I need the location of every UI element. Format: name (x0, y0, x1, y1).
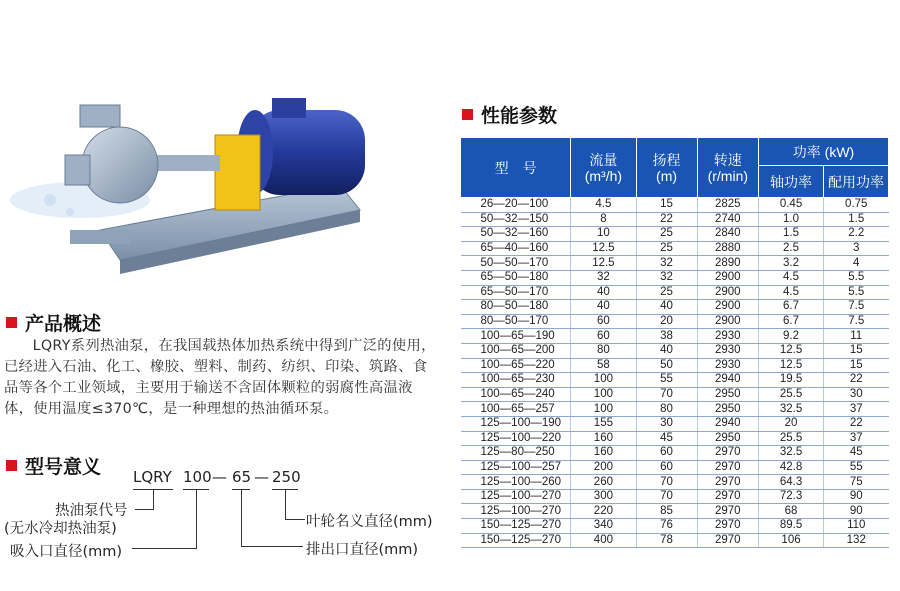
pump-illustration (10, 80, 390, 300)
cell-head: 30 (636, 416, 697, 431)
cell-model: 100—65—240 (461, 387, 571, 402)
cell-motor-power: 11 (824, 329, 889, 344)
cell-model: 100—65—220 (461, 358, 571, 373)
cell-head: 32 (636, 256, 697, 271)
cell-flow: 100 (571, 402, 636, 417)
cell-model: 125—80—250 (461, 446, 571, 461)
header-head (636, 138, 697, 198)
cell-model: 125—100—260 (461, 475, 571, 490)
label-impeller-diameter: 叶轮名义直径(mm) (306, 514, 433, 530)
cell-shaft-power: 68 (759, 504, 824, 519)
header-shaft-power (759, 166, 824, 198)
cell-motor-power: 55 (824, 460, 889, 475)
performance-table (460, 137, 889, 548)
table-row (461, 227, 889, 242)
table-row (461, 387, 889, 402)
cell-head: 45 (636, 431, 697, 446)
cell-model: 125—100—220 (461, 431, 571, 446)
cell-speed: 2890 (697, 256, 758, 271)
cell-flow: 40 (571, 300, 636, 315)
cell-motor-power: 4 (824, 256, 889, 271)
cell-flow: 60 (571, 314, 636, 329)
cell-shaft-power: 12.5 (759, 358, 824, 373)
cell-speed: 2900 (697, 314, 758, 329)
cell-model: 125—100—270 (461, 504, 571, 519)
cell-head: 25 (636, 285, 697, 300)
cell-motor-power: 45 (824, 446, 889, 461)
cell-shaft-power: 12.5 (759, 343, 824, 358)
table-row (461, 431, 889, 446)
cell-speed: 2930 (697, 343, 758, 358)
cell-shaft-power: 42.8 (759, 460, 824, 475)
cell-flow: 400 (571, 533, 636, 548)
cell-speed: 2825 (697, 198, 758, 213)
cell-model: 125—100—190 (461, 416, 571, 431)
header-speed-unit: (r/min) (707, 167, 749, 184)
header-motor-power (824, 166, 889, 198)
cell-shaft-power: 72.3 (759, 489, 824, 504)
cell-motor-power: 22 (824, 416, 889, 431)
table-row (461, 460, 889, 475)
cell-flow: 32 (571, 270, 636, 285)
table-row (461, 285, 889, 300)
header-flow (571, 138, 636, 198)
cell-model: 150—125—270 (461, 533, 571, 548)
cell-head: 70 (636, 489, 697, 504)
label-pump-code-note: (无水冷却热油泵) (4, 521, 117, 537)
cell-flow: 220 (571, 504, 636, 519)
cell-head: 70 (636, 387, 697, 402)
cell-motor-power: 0.75 (824, 198, 889, 213)
cell-flow: 4.5 (571, 198, 636, 213)
header-flow-unit: (m³/h) (584, 167, 623, 184)
cell-model: 50—32—150 (461, 212, 571, 227)
cell-model: 80—50—180 (461, 300, 571, 315)
table-row (461, 343, 889, 358)
overview-text: LQRY系列热油泵，在我国载热体加热系统中得到广泛的使用，已经进入石油、化工、橡胶、塑料、制药、纺织、印染、筑路、食品等各个工业领域，主要用于输送不含固体颗粒的弱腐性高温液体，使用温度≤370℃，是一种理想的热油循环泵。 (4, 338, 436, 417)
cell-flow: 260 (571, 475, 636, 490)
model-heading (6, 452, 101, 479)
cell-speed: 2880 (697, 241, 758, 256)
cell-flow: 100 (571, 373, 636, 388)
table-row (461, 373, 889, 388)
cell-motor-power: 30 (824, 387, 889, 402)
header-shaft-power-label: 轴功率 (770, 173, 813, 190)
cell-head: 70 (636, 475, 697, 490)
cell-head: 85 (636, 504, 697, 519)
header-speed-label: 转速 (713, 151, 742, 168)
performance-table-body (461, 198, 889, 548)
cell-speed: 2900 (697, 285, 758, 300)
cell-motor-power: 110 (824, 519, 889, 534)
red-square-icon (6, 460, 17, 471)
cell-head: 20 (636, 314, 697, 329)
cell-flow: 100 (571, 387, 636, 402)
label-inlet-diameter: 吸入口直径(mm) (10, 544, 123, 560)
cell-shaft-power: 19.5 (759, 373, 824, 388)
cell-head: 25 (636, 241, 697, 256)
cell-model: 100—65—200 (461, 343, 571, 358)
cell-model: 65—50—180 (461, 270, 571, 285)
cell-shaft-power: 9.2 (759, 329, 824, 344)
cell-head: 22 (636, 212, 697, 227)
header-flow-label: 流量 (589, 151, 618, 168)
cell-motor-power: 90 (824, 489, 889, 504)
cell-motor-power: 2.2 (824, 227, 889, 242)
connector-inlet-h (132, 548, 197, 549)
cell-shaft-power: 6.7 (759, 300, 824, 315)
cell-shaft-power: 32.5 (759, 402, 824, 417)
cell-motor-power: 22 (824, 373, 889, 388)
cell-model: 150—125—270 (461, 519, 571, 534)
overview-title: 产品概述 (25, 313, 102, 335)
model-code-outlet: 65 (232, 468, 252, 486)
cell-head: 32 (636, 270, 697, 285)
cell-motor-power: 3 (824, 241, 889, 256)
cell-head: 60 (636, 446, 697, 461)
cell-flow: 300 (571, 489, 636, 504)
cell-model: 26—20—100 (461, 198, 571, 213)
cell-model: 50—32—160 (461, 227, 571, 242)
header-motor-power-label: 配用功率 (828, 173, 884, 190)
overview-heading (6, 309, 101, 336)
cell-head: 25 (636, 227, 697, 242)
performance-title: 性能参数 (481, 105, 558, 127)
cell-motor-power: 37 (824, 431, 889, 446)
header-head-label: 扬程 (652, 151, 681, 168)
cell-shaft-power: 25.5 (759, 387, 824, 402)
cell-flow: 200 (571, 460, 636, 475)
cell-speed: 2970 (697, 460, 758, 475)
cell-speed: 2970 (697, 446, 758, 461)
connector-outlet (241, 489, 242, 546)
cell-shaft-power: 3.2 (759, 256, 824, 271)
connector-impeller-h (285, 519, 305, 520)
cell-head: 76 (636, 519, 697, 534)
table-row (461, 270, 889, 285)
model-code-series: LQRY (133, 468, 172, 486)
connector-series (153, 489, 154, 510)
connector-outlet-h (241, 546, 303, 547)
table-row (461, 314, 889, 329)
table-row (461, 358, 889, 373)
cell-shaft-power: 25.5 (759, 431, 824, 446)
connector-series-h (135, 509, 154, 510)
header-power: 功率 (kW) (759, 138, 889, 166)
label-pump-code: 热油泵代号 (55, 503, 128, 519)
cell-speed: 2900 (697, 270, 758, 285)
cell-motor-power: 5.5 (824, 270, 889, 285)
cell-motor-power: 37 (824, 402, 889, 417)
table-row (461, 212, 889, 227)
cell-speed: 2970 (697, 533, 758, 548)
cell-speed: 2740 (697, 212, 758, 227)
table-row (461, 489, 889, 504)
cell-shaft-power: 20 (759, 416, 824, 431)
cell-head: 38 (636, 329, 697, 344)
cell-speed: 2840 (697, 227, 758, 242)
cell-flow: 340 (571, 519, 636, 534)
table-row (461, 446, 889, 461)
table-row (461, 519, 889, 534)
cell-head: 40 (636, 300, 697, 315)
cell-model: 65—40—160 (461, 241, 571, 256)
cell-speed: 2970 (697, 504, 758, 519)
cell-motor-power: 90 (824, 504, 889, 519)
cell-shaft-power: 6.7 (759, 314, 824, 329)
table-row (461, 475, 889, 490)
cell-motor-power: 15 (824, 343, 889, 358)
table-row (461, 402, 889, 417)
model-code-dash-2: — (254, 468, 269, 486)
red-square-icon (6, 317, 17, 328)
cell-head: 78 (636, 533, 697, 548)
cell-motor-power: 1.5 (824, 212, 889, 227)
connector-inlet (196, 489, 197, 548)
cell-motor-power: 5.5 (824, 285, 889, 300)
cell-flow: 40 (571, 285, 636, 300)
cell-head: 50 (636, 358, 697, 373)
cell-head: 40 (636, 343, 697, 358)
cell-flow: 60 (571, 329, 636, 344)
cell-shaft-power: 89.5 (759, 519, 824, 534)
connector-impeller (285, 489, 286, 519)
cell-model: 125—100—257 (461, 460, 571, 475)
cell-flow: 80 (571, 343, 636, 358)
cell-model: 100—65—257 (461, 402, 571, 417)
performance-heading (462, 101, 557, 128)
cell-speed: 2900 (697, 300, 758, 315)
red-square-icon (462, 109, 473, 120)
cell-model: 65—50—170 (461, 285, 571, 300)
model-code-impeller: 250 (272, 468, 301, 486)
cell-speed: 2930 (697, 358, 758, 373)
table-row (461, 416, 889, 431)
cell-shaft-power: 32.5 (759, 446, 824, 461)
cell-head: 15 (636, 198, 697, 213)
cell-speed: 2970 (697, 519, 758, 534)
table-row (461, 241, 889, 256)
cell-shaft-power: 1.0 (759, 212, 824, 227)
cell-speed: 2970 (697, 475, 758, 490)
cell-head: 80 (636, 402, 697, 417)
cell-model: 100—65—230 (461, 373, 571, 388)
cell-model: 100—65—190 (461, 329, 571, 344)
cell-model: 125—100—270 (461, 489, 571, 504)
cell-flow: 160 (571, 431, 636, 446)
cell-speed: 2950 (697, 387, 758, 402)
table-row (461, 504, 889, 519)
cell-shaft-power: 64.3 (759, 475, 824, 490)
table-row (461, 329, 889, 344)
cell-flow: 155 (571, 416, 636, 431)
cell-shaft-power: 1.5 (759, 227, 824, 242)
header-head-unit: (m) (656, 167, 678, 184)
model-code-dash-1: — (212, 468, 227, 486)
cell-flow: 10 (571, 227, 636, 242)
cell-motor-power: 132 (824, 533, 889, 548)
cell-motor-power: 75 (824, 475, 889, 490)
cell-head: 60 (636, 460, 697, 475)
cell-motor-power: 7.5 (824, 314, 889, 329)
cell-shaft-power: 4.5 (759, 270, 824, 285)
cell-shaft-power: 0.45 (759, 198, 824, 213)
cell-motor-power: 7.5 (824, 300, 889, 315)
cell-flow: 8 (571, 212, 636, 227)
cell-flow: 12.5 (571, 241, 636, 256)
cell-shaft-power: 2.5 (759, 241, 824, 256)
cell-speed: 2930 (697, 329, 758, 344)
cell-flow: 12.5 (571, 256, 636, 271)
cell-model: 50—50—170 (461, 256, 571, 271)
cell-head: 55 (636, 373, 697, 388)
model-code-inlet: 100 (183, 468, 212, 486)
header-speed (697, 138, 758, 198)
cell-shaft-power: 106 (759, 533, 824, 548)
cell-speed: 2940 (697, 373, 758, 388)
table-row (461, 533, 889, 548)
cell-speed: 2950 (697, 402, 758, 417)
header-model: 型 号 (461, 138, 571, 198)
table-row (461, 300, 889, 315)
table-row (461, 198, 889, 213)
cell-speed: 2970 (697, 489, 758, 504)
cell-motor-power: 15 (824, 358, 889, 373)
cell-speed: 2950 (697, 431, 758, 446)
table-row (461, 256, 889, 271)
cell-flow: 58 (571, 358, 636, 373)
cell-model: 80—50—170 (461, 314, 571, 329)
cell-speed: 2940 (697, 416, 758, 431)
label-outlet-diameter: 排出口直径(mm) (306, 542, 419, 558)
model-title: 型号意义 (25, 456, 102, 478)
cell-flow: 160 (571, 446, 636, 461)
cell-shaft-power: 4.5 (759, 285, 824, 300)
